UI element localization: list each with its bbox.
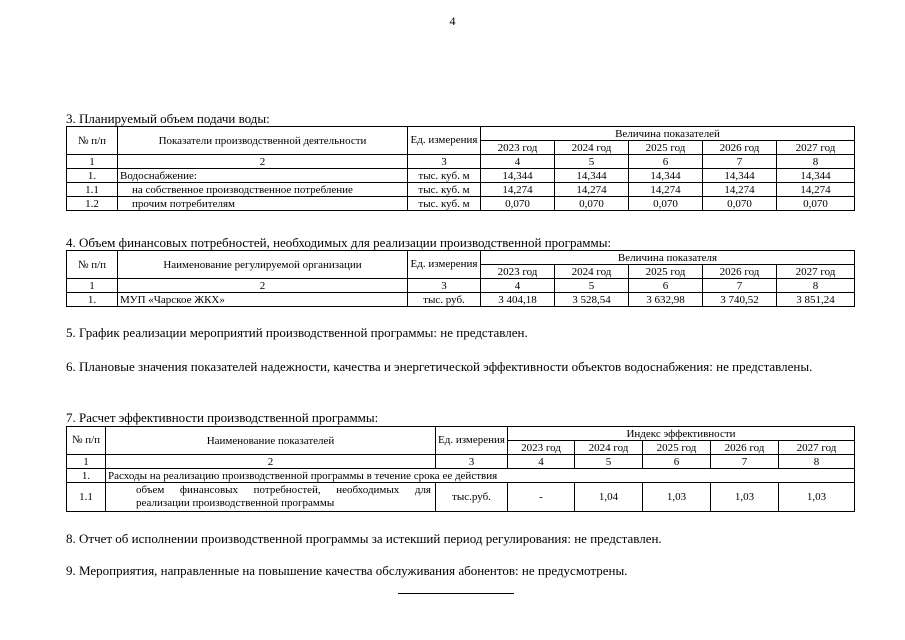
row-num: 1. bbox=[67, 293, 118, 307]
row-value: 14,344 bbox=[555, 169, 629, 183]
row-value: 14,344 bbox=[703, 169, 777, 183]
section-7-heading: 7. Расчет эффективности производственной программы: bbox=[66, 410, 379, 425]
water-supply-table bbox=[66, 126, 855, 211]
header-indicator: Показатели производственной деятельности bbox=[118, 127, 408, 155]
row-num: 1. bbox=[67, 469, 106, 483]
row-value: 0,070 bbox=[629, 197, 703, 211]
header-year: 2025 год bbox=[643, 441, 711, 455]
header-year: 2026 год bbox=[711, 441, 779, 455]
row-name: на собственное производственное потребление bbox=[118, 183, 408, 197]
index-cell: 2 bbox=[118, 279, 408, 293]
index-cell: 8 bbox=[777, 155, 855, 169]
row-num: 1.2 bbox=[67, 197, 118, 211]
row-value: 3 528,54 bbox=[555, 293, 629, 307]
header-name: Наименование показателей bbox=[106, 427, 436, 455]
header-unit: Ед. измерения bbox=[408, 127, 481, 155]
row-num: 1.1 bbox=[67, 483, 106, 512]
header-num: № п/п bbox=[67, 251, 118, 279]
header-org: Наименование регулируемой организации bbox=[118, 251, 408, 279]
row-unit: тыс.руб. bbox=[436, 483, 508, 512]
header-year: 2023 год bbox=[508, 441, 575, 455]
row-value: 1,04 bbox=[575, 483, 643, 512]
table-row bbox=[67, 169, 855, 183]
index-cell: 7 bbox=[711, 455, 779, 469]
index-cell: 3 bbox=[408, 155, 481, 169]
group-row-text: Расходы на реализацию производственной программы в течение срока ее действия bbox=[106, 469, 855, 483]
row-name: объем финансовых потребностей, необходимых для реализации производственной программы bbox=[106, 483, 436, 512]
header-num: № п/п bbox=[67, 127, 118, 155]
section-6-text: 6. Плановые значения показателей надежности, качества и энергетической эффективности объектов водоснабжения: не представлены. bbox=[66, 359, 813, 374]
row-value: 3 632,98 bbox=[629, 293, 703, 307]
index-cell: 7 bbox=[703, 279, 777, 293]
header-year: 2023 год bbox=[481, 265, 555, 279]
index-cell: 8 bbox=[779, 455, 855, 469]
table-row bbox=[67, 197, 855, 211]
row-unit: тыс. куб. м bbox=[408, 169, 481, 183]
index-row bbox=[67, 279, 855, 293]
row-value: 3 404,18 bbox=[481, 293, 555, 307]
row-name: прочим потребителям bbox=[118, 197, 408, 211]
section-8-text: 8. Отчет об исполнении производственной программы за истекший период регулирования: не представлен. bbox=[66, 531, 662, 546]
header-group: Величина показателя bbox=[481, 251, 855, 265]
header-year: 2026 год bbox=[703, 141, 777, 155]
index-cell: 1 bbox=[67, 455, 106, 469]
index-cell: 4 bbox=[508, 455, 575, 469]
index-cell: 1 bbox=[67, 155, 118, 169]
row-value: 0,070 bbox=[777, 197, 855, 211]
table-row bbox=[67, 183, 855, 197]
header-year: 2023 год bbox=[481, 141, 555, 155]
header-group: Величина показателей bbox=[481, 127, 855, 141]
financial-needs-table bbox=[66, 250, 855, 307]
header-unit: Ед. измерения bbox=[436, 427, 508, 455]
index-cell: 5 bbox=[555, 279, 629, 293]
row-value: - bbox=[508, 483, 575, 512]
index-cell: 3 bbox=[436, 455, 508, 469]
row-name: МУП «Чарское ЖКХ» bbox=[118, 293, 408, 307]
index-cell: 2 bbox=[118, 155, 408, 169]
header-year: 2025 год bbox=[629, 141, 703, 155]
index-cell: 3 bbox=[408, 279, 481, 293]
row-value: 14,274 bbox=[629, 183, 703, 197]
row-value: 14,274 bbox=[703, 183, 777, 197]
index-cell: 5 bbox=[555, 155, 629, 169]
row-value: 14,274 bbox=[555, 183, 629, 197]
section-4-heading: 4. Объем финансовых потребностей, необходимых для реализации производственной программы: bbox=[66, 235, 612, 250]
index-cell: 6 bbox=[643, 455, 711, 469]
row-value: 0,070 bbox=[703, 197, 777, 211]
row-num: 1. bbox=[67, 169, 118, 183]
row-value: 14,274 bbox=[777, 183, 855, 197]
row-unit: тыс. руб. bbox=[408, 293, 481, 307]
header-year: 2024 год bbox=[555, 141, 629, 155]
row-name: Водоснабжение: bbox=[118, 169, 408, 183]
header-group: Индекс эффективности bbox=[508, 427, 855, 441]
section-9-text: 9. Мероприятия, направленные на повышение качества обслуживания абонентов: не предусмотрены. bbox=[66, 563, 628, 578]
index-cell: 1 bbox=[67, 279, 118, 293]
footer-divider bbox=[398, 593, 514, 594]
row-value: 14,344 bbox=[629, 169, 703, 183]
row-value: 14,344 bbox=[481, 169, 555, 183]
index-cell: 6 bbox=[629, 279, 703, 293]
index-cell: 4 bbox=[481, 279, 555, 293]
row-value: 3 851,24 bbox=[777, 293, 855, 307]
page-number: 4 bbox=[449, 14, 456, 28]
group-row bbox=[67, 469, 855, 483]
index-cell: 2 bbox=[106, 455, 436, 469]
table-row bbox=[67, 483, 855, 512]
row-num: 1.1 bbox=[67, 183, 118, 197]
row-value: 1,03 bbox=[779, 483, 855, 512]
header-year: 2027 год bbox=[779, 441, 855, 455]
row-value: 1,03 bbox=[711, 483, 779, 512]
index-cell: 8 bbox=[777, 279, 855, 293]
row-value: 14,344 bbox=[777, 169, 855, 183]
header-year: 2025 год bbox=[629, 265, 703, 279]
efficiency-table bbox=[66, 426, 855, 512]
header-year: 2024 год bbox=[555, 265, 629, 279]
index-cell: 4 bbox=[481, 155, 555, 169]
table-row bbox=[67, 293, 855, 307]
index-row bbox=[67, 155, 855, 169]
row-value: 0,070 bbox=[555, 197, 629, 211]
index-cell: 6 bbox=[629, 155, 703, 169]
section-3-heading: 3. Планируемый объем подачи воды: bbox=[66, 111, 270, 126]
header-year: 2026 год bbox=[703, 265, 777, 279]
row-value: 3 740,52 bbox=[703, 293, 777, 307]
row-value: 0,070 bbox=[481, 197, 555, 211]
index-row bbox=[67, 455, 855, 469]
section-5-text: 5. График реализации мероприятий производственной программы: не представлен. bbox=[66, 325, 528, 340]
row-value: 1,03 bbox=[643, 483, 711, 512]
row-unit: тыс. куб. м bbox=[408, 197, 481, 211]
header-year: 2027 год bbox=[777, 141, 855, 155]
row-value: 14,274 bbox=[481, 183, 555, 197]
header-year: 2027 год bbox=[777, 265, 855, 279]
index-cell: 5 bbox=[575, 455, 643, 469]
row-unit: тыс. куб. м bbox=[408, 183, 481, 197]
header-num: № п/п bbox=[67, 427, 106, 455]
header-year: 2024 год bbox=[575, 441, 643, 455]
index-cell: 7 bbox=[703, 155, 777, 169]
header-unit: Ед. измерения bbox=[408, 251, 481, 279]
